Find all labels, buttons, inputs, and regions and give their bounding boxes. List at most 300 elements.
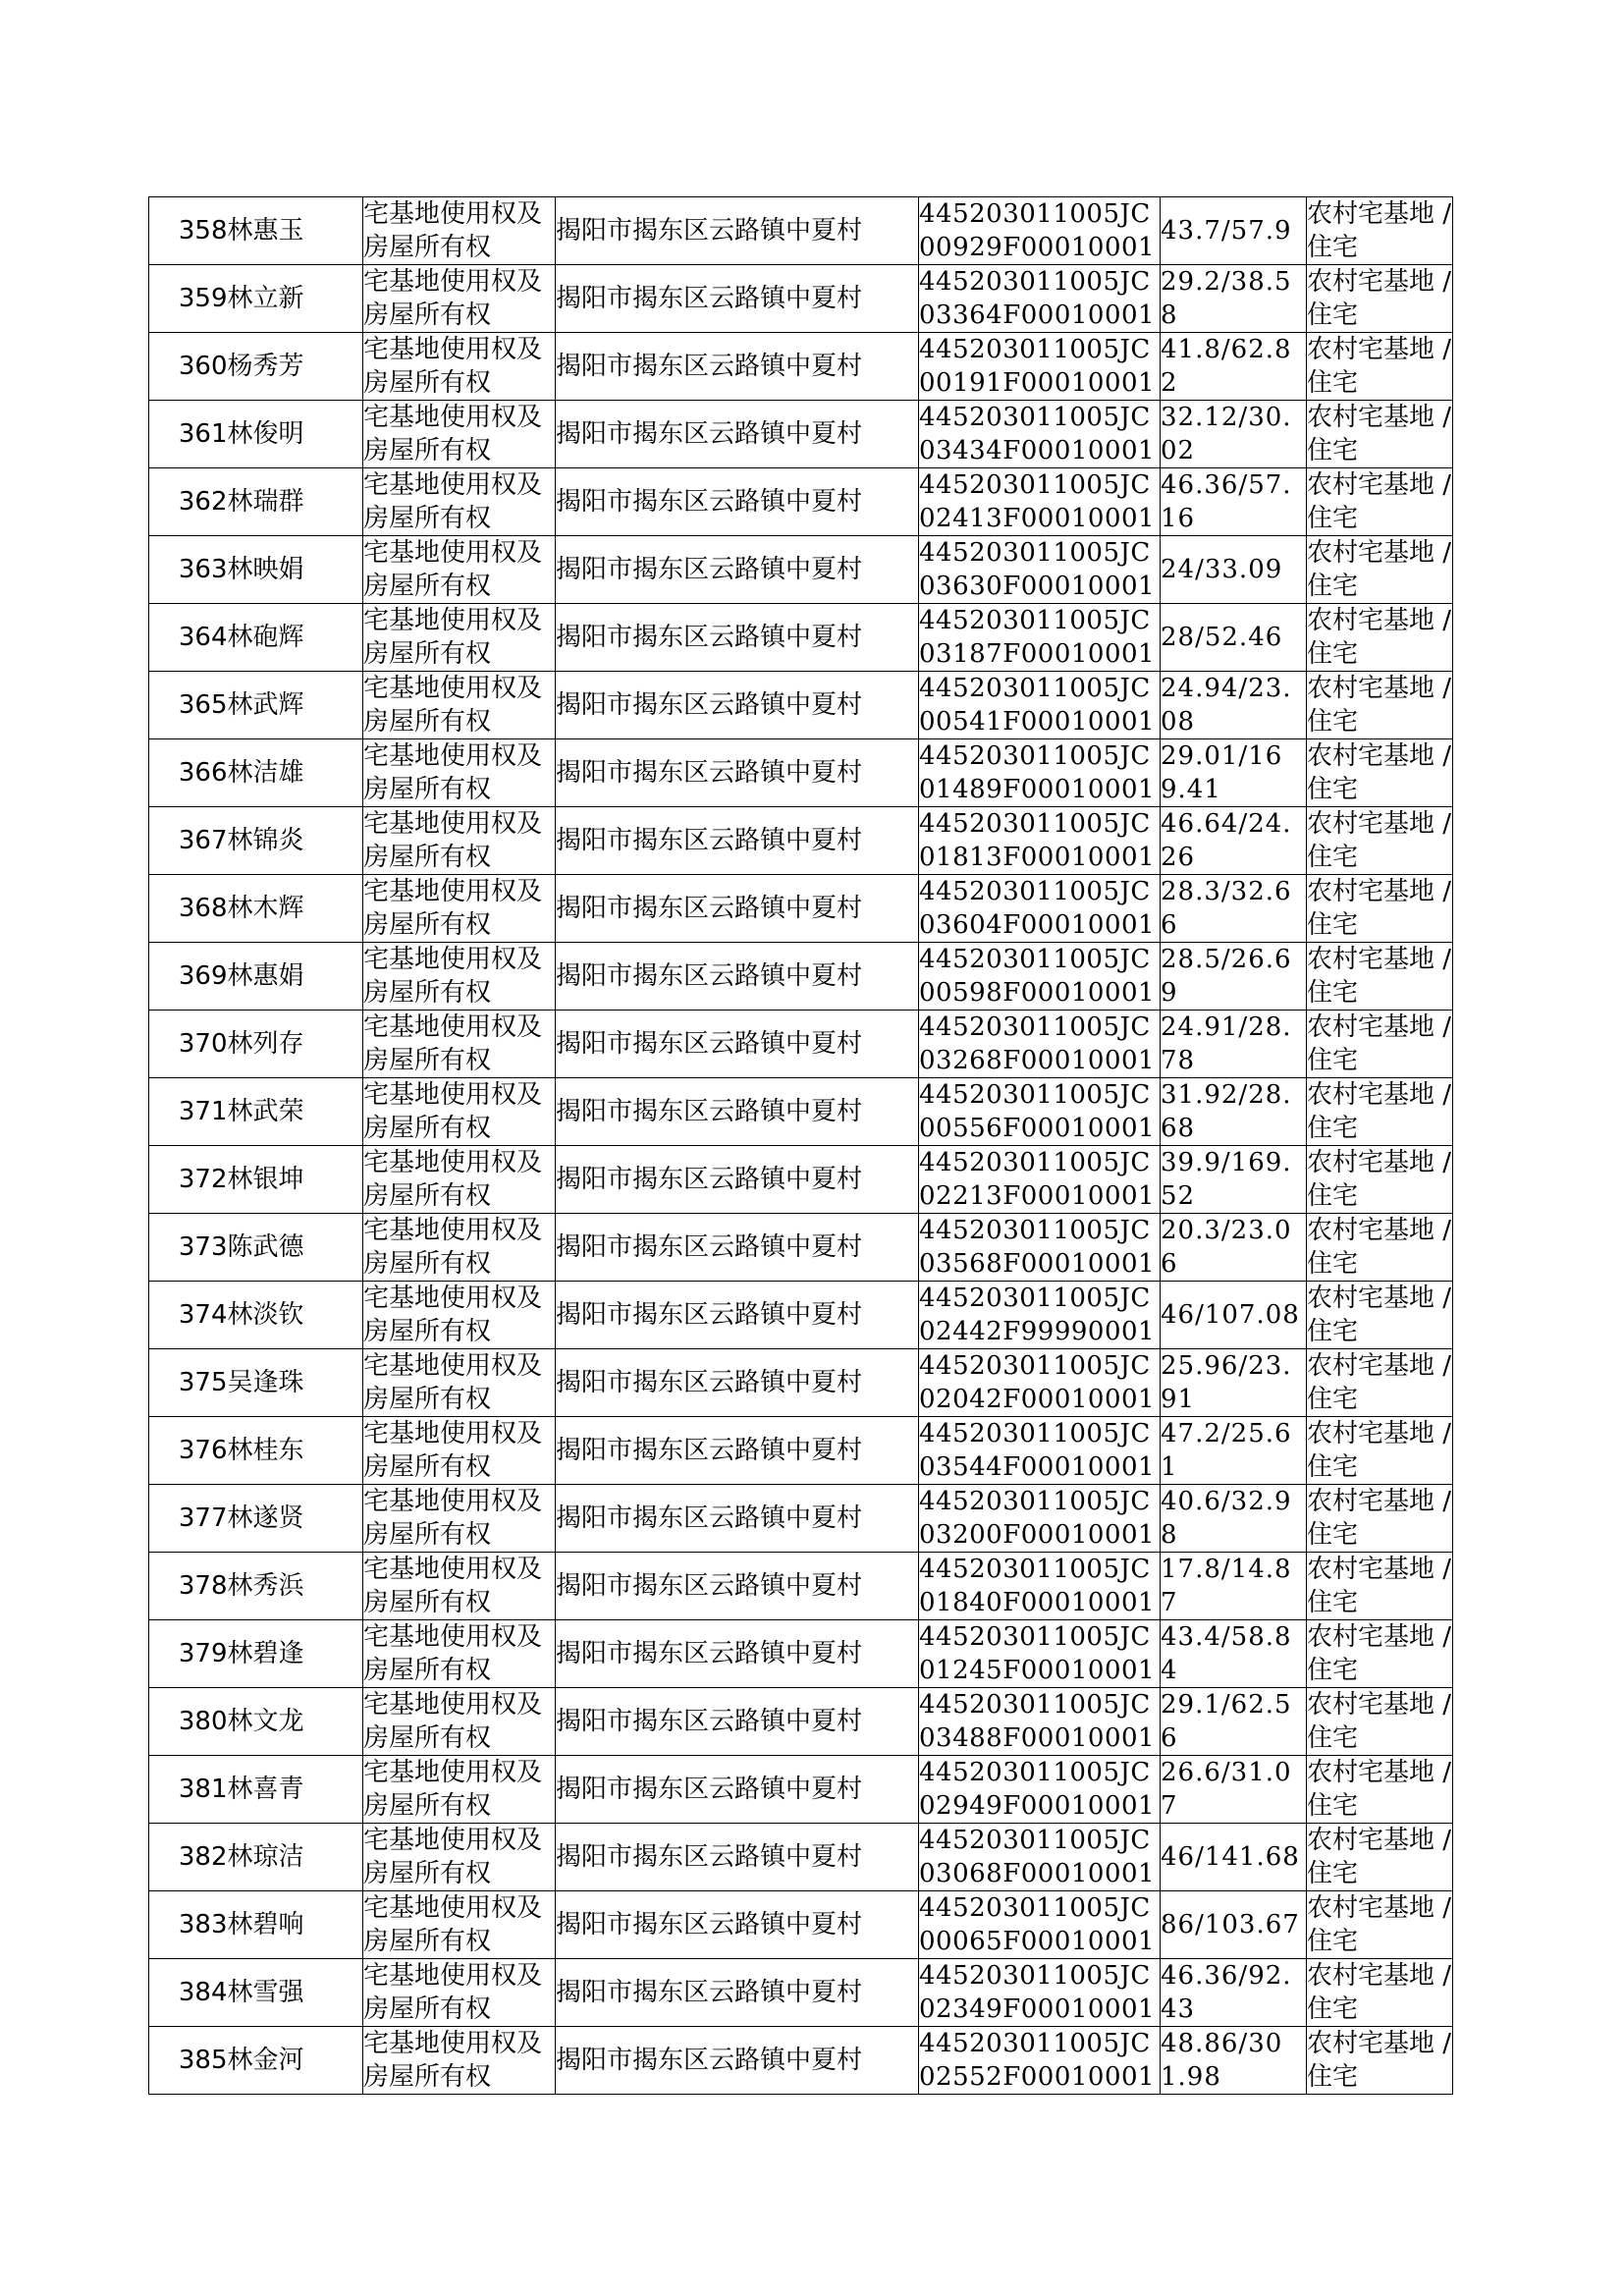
usage: 农村宅基地 / 住宅 <box>1307 1893 1452 1956</box>
right-type-cell <box>363 1485 556 1553</box>
location-cell <box>556 672 919 739</box>
unit-code-cell <box>919 468 1161 536</box>
owner-name: 林立新 <box>227 284 304 313</box>
right-type-cell <box>363 1349 556 1417</box>
owner-name: 林秀浜 <box>227 1571 304 1601</box>
unit-code: 445203011005JC03630F00010001 <box>919 538 1156 601</box>
usage-cell <box>1307 1417 1453 1485</box>
right-type: 宅基地使用权及房屋所有权 <box>363 470 543 533</box>
location: 揭阳市揭东区云路镇中夏村 <box>556 1300 863 1330</box>
location: 揭阳市揭东区云路镇中夏村 <box>556 216 863 246</box>
location-cell <box>556 265 919 333</box>
location: 揭阳市揭东区云路镇中夏村 <box>556 1436 863 1465</box>
table-row <box>149 1282 1453 1349</box>
area: 20.3/23.06 <box>1161 1216 1292 1279</box>
unit-code: 445203011005JC01245F00010001 <box>919 1622 1156 1685</box>
area: 86/103.67 <box>1161 1910 1300 1940</box>
area-cell <box>1161 1824 1307 1891</box>
unit-code-cell <box>919 1620 1161 1688</box>
owner-name-cell <box>228 197 363 265</box>
table-row <box>149 1011 1453 1078</box>
location: 揭阳市揭东区云路镇中夏村 <box>556 487 863 517</box>
location: 揭阳市揭东区云路镇中夏村 <box>556 352 863 381</box>
unit-code: 445203011005JC02349F00010001 <box>919 1961 1156 2024</box>
usage: 农村宅基地 / 住宅 <box>1307 1284 1452 1346</box>
right-type-cell <box>363 1214 556 1282</box>
usage-cell <box>1307 1756 1453 1824</box>
usage: 农村宅基地 / 住宅 <box>1307 1961 1452 2024</box>
table-row <box>149 1891 1453 1959</box>
owner-name-cell <box>228 1959 363 2027</box>
right-type-cell <box>363 1824 556 1891</box>
record-number-cell <box>149 1620 228 1688</box>
record-number-cell <box>149 1891 228 1959</box>
unit-code: 445203011005JC02213F00010001 <box>919 1148 1156 1211</box>
unit-code-cell <box>919 943 1161 1011</box>
record-number-cell <box>149 1756 228 1824</box>
owner-name: 吴逢珠 <box>227 1368 304 1397</box>
unit-code-cell <box>919 1688 1161 1756</box>
right-type-cell <box>363 943 556 1011</box>
table-row <box>149 197 1453 265</box>
usage-cell <box>1307 1214 1453 1282</box>
right-type: 宅基地使用权及房屋所有权 <box>363 1419 543 1482</box>
right-type: 宅基地使用权及房屋所有权 <box>363 1284 543 1346</box>
records-body <box>149 197 1453 2095</box>
location-cell <box>556 468 919 536</box>
location-cell <box>556 1011 919 1078</box>
owner-name: 林锦炎 <box>227 826 304 855</box>
record-number: 369 <box>178 961 228 991</box>
unit-code: 445203011005JC02949F00010001 <box>919 1758 1156 1821</box>
table-row <box>149 536 1453 604</box>
location: 揭阳市揭东区云路镇中夏村 <box>556 1571 863 1601</box>
usage-cell <box>1307 1078 1453 1146</box>
unit-code-cell <box>919 333 1161 401</box>
records-table <box>148 196 1453 2095</box>
location-cell <box>556 197 919 265</box>
table-row <box>149 1756 1453 1824</box>
owner-name: 林惠玉 <box>227 216 304 246</box>
right-type-cell <box>363 672 556 739</box>
location-cell <box>556 1485 919 1553</box>
right-type: 宅基地使用权及房屋所有权 <box>363 606 543 669</box>
right-type: 宅基地使用权及房屋所有权 <box>363 1893 543 1956</box>
table-row <box>149 1959 1453 2027</box>
unit-code: 445203011005JC03200F00010001 <box>919 1487 1156 1550</box>
right-type-cell <box>363 1078 556 1146</box>
usage-cell <box>1307 536 1453 604</box>
usage-cell <box>1307 1824 1453 1891</box>
location: 揭阳市揭东区云路镇中夏村 <box>556 894 863 923</box>
area: 43.7/57.9 <box>1161 216 1292 246</box>
area: 46/107.08 <box>1161 1300 1300 1330</box>
owner-name-cell <box>228 1282 363 1349</box>
area-cell <box>1161 265 1307 333</box>
owner-name-cell <box>228 1214 363 1282</box>
right-type-cell <box>363 604 556 672</box>
location: 揭阳市揭东区云路镇中夏村 <box>556 1842 863 1872</box>
unit-code-cell <box>919 1011 1161 1078</box>
owner-name-cell <box>228 536 363 604</box>
record-number: 385 <box>178 2046 228 2075</box>
area: 47.2/25.61 <box>1161 1419 1292 1482</box>
owner-name-cell <box>228 1620 363 1688</box>
owner-name-cell <box>228 265 363 333</box>
record-number-cell <box>149 1349 228 1417</box>
location-cell <box>556 1620 919 1688</box>
right-type-cell <box>363 1620 556 1688</box>
usage: 农村宅基地 / 住宅 <box>1307 674 1452 737</box>
location-cell <box>556 1891 919 1959</box>
location: 揭阳市揭东区云路镇中夏村 <box>556 826 863 855</box>
owner-name-cell <box>228 1756 363 1824</box>
area-cell <box>1161 943 1307 1011</box>
usage-cell <box>1307 1011 1453 1078</box>
usage-cell <box>1307 1891 1453 1959</box>
unit-code: 445203011005JC01840F00010001 <box>919 1555 1156 1617</box>
usage-cell <box>1307 1553 1453 1620</box>
record-number-cell <box>149 875 228 943</box>
usage-cell <box>1307 739 1453 807</box>
location: 揭阳市揭东区云路镇中夏村 <box>556 758 863 788</box>
location-cell <box>556 1553 919 1620</box>
right-type: 宅基地使用权及房屋所有权 <box>363 538 543 601</box>
table-row <box>149 1485 1453 1553</box>
location-cell <box>556 333 919 401</box>
right-type-cell <box>363 1688 556 1756</box>
right-type-cell <box>363 1959 556 2027</box>
area-cell <box>1161 1553 1307 1620</box>
record-number-cell <box>149 536 228 604</box>
area-cell <box>1161 1078 1307 1146</box>
area: 28.5/26.69 <box>1161 945 1292 1008</box>
area-cell <box>1161 1146 1307 1214</box>
table-row <box>149 604 1453 672</box>
unit-code-cell <box>919 2027 1161 2095</box>
right-type: 宅基地使用权及房屋所有权 <box>363 945 543 1008</box>
usage-cell <box>1307 401 1453 468</box>
owner-name-cell <box>228 1485 363 1553</box>
record-number-cell <box>149 1417 228 1485</box>
unit-code: 445203011005JC02442F99990001 <box>919 1284 1156 1346</box>
owner-name-cell <box>228 333 363 401</box>
area: 24/33.09 <box>1161 555 1283 584</box>
unit-code-cell <box>919 1891 1161 1959</box>
record-number: 365 <box>178 690 228 720</box>
area: 17.8/14.87 <box>1161 1555 1292 1617</box>
record-number: 360 <box>178 352 228 381</box>
area: 24.91/28.78 <box>1161 1012 1292 1075</box>
right-type: 宅基地使用权及房屋所有权 <box>363 741 543 804</box>
area-cell <box>1161 1485 1307 1553</box>
area: 24.94/23.08 <box>1161 674 1292 737</box>
right-type-cell <box>363 197 556 265</box>
right-type-cell <box>363 1891 556 1959</box>
owner-name: 林映娟 <box>227 555 304 584</box>
area-cell <box>1161 1349 1307 1417</box>
location-cell <box>556 1282 919 1349</box>
usage-cell <box>1307 1485 1453 1553</box>
owner-name: 杨秀芳 <box>227 352 304 381</box>
right-type: 宅基地使用权及房屋所有权 <box>363 2029 543 2092</box>
right-type-cell <box>363 1282 556 1349</box>
owner-name-cell <box>228 875 363 943</box>
area-cell <box>1161 468 1307 536</box>
record-number: 375 <box>178 1368 228 1397</box>
right-type: 宅基地使用权及房屋所有权 <box>363 335 543 398</box>
area-cell <box>1161 1282 1307 1349</box>
right-type-cell <box>363 468 556 536</box>
owner-name: 林碧响 <box>227 1910 304 1940</box>
area-cell <box>1161 1891 1307 1959</box>
right-type: 宅基地使用权及房屋所有权 <box>363 199 543 262</box>
record-number: 379 <box>178 1639 228 1668</box>
location: 揭阳市揭东区云路镇中夏村 <box>556 1029 863 1059</box>
unit-code: 445203011005JC03364F00010001 <box>919 267 1156 330</box>
right-type: 宅基地使用权及房屋所有权 <box>363 1148 543 1211</box>
location: 揭阳市揭东区云路镇中夏村 <box>556 555 863 584</box>
record-number-cell <box>149 1011 228 1078</box>
owner-name: 林银坤 <box>227 1165 304 1194</box>
record-number: 382 <box>178 1842 228 1872</box>
location-cell <box>556 1349 919 1417</box>
area: 48.86/301.98 <box>1161 2029 1283 2092</box>
unit-code-cell <box>919 739 1161 807</box>
usage-cell <box>1307 265 1453 333</box>
usage: 农村宅基地 / 住宅 <box>1307 1080 1452 1143</box>
location-cell <box>556 1078 919 1146</box>
record-number: 364 <box>178 623 228 652</box>
location: 揭阳市揭东区云路镇中夏村 <box>556 1978 863 2007</box>
owner-name: 林文龙 <box>227 1707 304 1736</box>
unit-code-cell <box>919 401 1161 468</box>
location: 揭阳市揭东区云路镇中夏村 <box>556 1232 863 1262</box>
usage: 农村宅基地 / 住宅 <box>1307 199 1452 262</box>
usage-cell <box>1307 1688 1453 1756</box>
area: 40.6/32.98 <box>1161 1487 1292 1550</box>
right-type: 宅基地使用权及房屋所有权 <box>363 1758 543 1821</box>
owner-name-cell <box>228 1688 363 1756</box>
unit-code: 445203011005JC03268F00010001 <box>919 1012 1156 1075</box>
record-number: 366 <box>178 758 228 788</box>
usage: 农村宅基地 / 住宅 <box>1307 2029 1452 2092</box>
table-row <box>149 333 1453 401</box>
record-number: 361 <box>178 419 228 449</box>
area-cell <box>1161 1620 1307 1688</box>
usage: 农村宅基地 / 住宅 <box>1307 1555 1452 1617</box>
right-type: 宅基地使用权及房屋所有权 <box>363 877 543 940</box>
right-type-cell <box>363 2027 556 2095</box>
table-row <box>149 1553 1453 1620</box>
right-type: 宅基地使用权及房屋所有权 <box>363 1826 543 1888</box>
record-number: 377 <box>178 1503 228 1533</box>
location: 揭阳市揭东区云路镇中夏村 <box>556 284 863 313</box>
owner-name-cell <box>228 1824 363 1891</box>
record-number: 380 <box>178 1707 228 1736</box>
location: 揭阳市揭东区云路镇中夏村 <box>556 623 863 652</box>
usage-cell <box>1307 1146 1453 1214</box>
area: 39.9/169.52 <box>1161 1148 1292 1211</box>
right-type: 宅基地使用权及房屋所有权 <box>363 1351 543 1414</box>
usage: 农村宅基地 / 住宅 <box>1307 606 1452 669</box>
area: 28.3/32.66 <box>1161 877 1292 940</box>
area-cell <box>1161 401 1307 468</box>
area-cell <box>1161 1417 1307 1485</box>
right-type: 宅基地使用权及房屋所有权 <box>363 1690 543 1753</box>
record-number-cell <box>149 1214 228 1282</box>
owner-name: 林桂东 <box>227 1436 304 1465</box>
unit-code-cell <box>919 1485 1161 1553</box>
usage: 农村宅基地 / 住宅 <box>1307 1216 1452 1279</box>
usage-cell <box>1307 468 1453 536</box>
right-type: 宅基地使用权及房屋所有权 <box>363 1622 543 1685</box>
unit-code: 445203011005JC00191F00010001 <box>919 335 1156 398</box>
record-number: 373 <box>178 1232 228 1262</box>
owner-name-cell <box>228 739 363 807</box>
unit-code-cell <box>919 875 1161 943</box>
area: 46/141.68 <box>1161 1842 1300 1872</box>
area-cell <box>1161 2027 1307 2095</box>
owner-name-cell <box>228 2027 363 2095</box>
area-cell <box>1161 1756 1307 1824</box>
usage: 农村宅基地 / 住宅 <box>1307 1012 1452 1075</box>
usage: 农村宅基地 / 住宅 <box>1307 1758 1452 1821</box>
table-row <box>149 1417 1453 1485</box>
right-type-cell <box>363 536 556 604</box>
usage-cell <box>1307 333 1453 401</box>
record-number: 372 <box>178 1165 228 1194</box>
usage: 农村宅基地 / 住宅 <box>1307 1419 1452 1482</box>
area-cell <box>1161 1214 1307 1282</box>
unit-code-cell <box>919 1824 1161 1891</box>
record-number: 381 <box>178 1775 228 1804</box>
unit-code: 445203011005JC00556F00010001 <box>919 1080 1156 1143</box>
location-cell <box>556 739 919 807</box>
owner-name: 陈武德 <box>227 1232 304 1262</box>
unit-code: 445203011005JC03544F00010001 <box>919 1419 1156 1482</box>
record-number: 367 <box>178 826 228 855</box>
usage: 农村宅基地 / 住宅 <box>1307 741 1452 804</box>
record-number-cell <box>149 1146 228 1214</box>
record-number: 383 <box>178 1910 228 1940</box>
owner-name-cell <box>228 604 363 672</box>
record-number-cell <box>149 333 228 401</box>
usage-cell <box>1307 807 1453 875</box>
owner-name-cell <box>228 943 363 1011</box>
record-number-cell <box>149 1485 228 1553</box>
table-row <box>149 1078 1453 1146</box>
record-number-cell <box>149 1959 228 2027</box>
unit-code: 445203011005JC00929F00010001 <box>919 199 1156 262</box>
table-row <box>149 1824 1453 1891</box>
right-type-cell <box>363 1417 556 1485</box>
right-type: 宅基地使用权及房屋所有权 <box>363 1555 543 1617</box>
area: 32.12/30.02 <box>1161 403 1292 465</box>
unit-code-cell <box>919 1078 1161 1146</box>
unit-code: 445203011005JC02552F00010001 <box>919 2029 1156 2092</box>
right-type-cell <box>363 875 556 943</box>
owner-name-cell <box>228 1553 363 1620</box>
usage-cell <box>1307 197 1453 265</box>
table-row <box>149 401 1453 468</box>
usage: 农村宅基地 / 住宅 <box>1307 945 1452 1008</box>
owner-name: 林金河 <box>227 2046 304 2075</box>
right-type-cell <box>363 265 556 333</box>
unit-code: 445203011005JC01813F00010001 <box>919 809 1156 872</box>
right-type-cell <box>363 333 556 401</box>
unit-code-cell <box>919 1282 1161 1349</box>
record-number-cell <box>149 265 228 333</box>
owner-name: 林惠娟 <box>227 961 304 991</box>
owner-name: 林瑞群 <box>227 487 304 517</box>
table-row <box>149 1688 1453 1756</box>
location: 揭阳市揭东区云路镇中夏村 <box>556 961 863 991</box>
record-number: 384 <box>178 1978 228 2007</box>
area-cell <box>1161 1959 1307 2027</box>
record-number: 371 <box>178 1097 228 1126</box>
right-type: 宅基地使用权及房屋所有权 <box>363 1216 543 1279</box>
location-cell <box>556 943 919 1011</box>
location: 揭阳市揭东区云路镇中夏村 <box>556 2046 863 2075</box>
unit-code-cell <box>919 265 1161 333</box>
record-number-cell <box>149 672 228 739</box>
owner-name: 林武辉 <box>227 690 304 720</box>
table-row <box>149 807 1453 875</box>
unit-code: 445203011005JC01489F00010001 <box>919 741 1156 804</box>
owner-name-cell <box>228 401 363 468</box>
table-row <box>149 672 1453 739</box>
location: 揭阳市揭东区云路镇中夏村 <box>556 1639 863 1668</box>
area-cell <box>1161 1011 1307 1078</box>
owner-name-cell <box>228 468 363 536</box>
location-cell <box>556 1214 919 1282</box>
table-row <box>149 1620 1453 1688</box>
right-type-cell <box>363 1146 556 1214</box>
location-cell <box>556 1688 919 1756</box>
location: 揭阳市揭东区云路镇中夏村 <box>556 1503 863 1533</box>
owner-name-cell <box>228 1417 363 1485</box>
record-number: 359 <box>178 284 228 313</box>
location-cell <box>556 1756 919 1824</box>
record-number-cell <box>149 807 228 875</box>
location-cell <box>556 604 919 672</box>
location-cell <box>556 807 919 875</box>
record-number-cell <box>149 943 228 1011</box>
location: 揭阳市揭东区云路镇中夏村 <box>556 1910 863 1940</box>
unit-code: 445203011005JC03187F00010001 <box>919 606 1156 669</box>
owner-name-cell <box>228 1078 363 1146</box>
record-number: 378 <box>178 1571 228 1601</box>
owner-name-cell <box>228 1011 363 1078</box>
unit-code-cell <box>919 1214 1161 1282</box>
location: 揭阳市揭东区云路镇中夏村 <box>556 1097 863 1126</box>
unit-code: 445203011005JC00598F00010001 <box>919 945 1156 1008</box>
location-cell <box>556 875 919 943</box>
usage: 农村宅基地 / 住宅 <box>1307 1351 1452 1414</box>
area-cell <box>1161 807 1307 875</box>
owner-name-cell <box>228 1349 363 1417</box>
usage-cell <box>1307 875 1453 943</box>
record-number: 376 <box>178 1436 228 1465</box>
location: 揭阳市揭东区云路镇中夏村 <box>556 1165 863 1194</box>
right-type: 宅基地使用权及房屋所有权 <box>363 1961 543 2024</box>
unit-code: 445203011005JC03068F00010001 <box>919 1826 1156 1888</box>
right-type: 宅基地使用权及房屋所有权 <box>363 1487 543 1550</box>
usage-cell <box>1307 672 1453 739</box>
record-number-cell <box>149 604 228 672</box>
unit-code: 445203011005JC03434F00010001 <box>919 403 1156 465</box>
